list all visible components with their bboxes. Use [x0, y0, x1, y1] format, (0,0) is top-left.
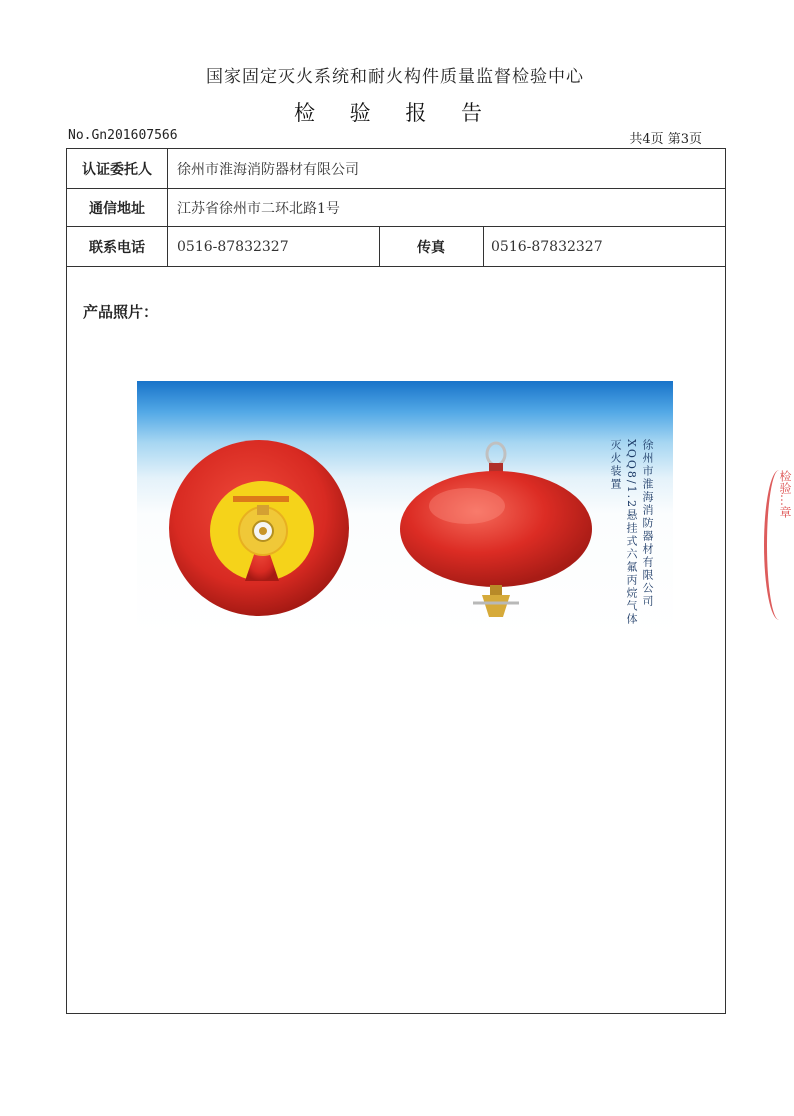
org-title: 国家固定灭火系统和耐火构件质量监督检验中心: [206, 67, 584, 87]
divider: [167, 149, 168, 188]
client-label: 认证委托人: [82, 161, 152, 178]
phone-label: 联系电话: [89, 239, 145, 256]
address-value: 江苏省徐州市二环北路1号: [177, 200, 340, 217]
report-frame: [66, 148, 726, 1014]
extinguisher-bottom-view: [169, 440, 349, 616]
photo-section-label: 产品照片：: [83, 303, 159, 321]
photo-caption: 徐州市淮海消防器材有限公司 XQQ8/1.2悬挂式六氟丙烷气体灭火装置: [609, 439, 654, 627]
phone-value: 0516-87832327: [177, 238, 289, 255]
fax-value: 0516-87832327: [491, 238, 603, 255]
address-row: [67, 189, 725, 227]
report-number: No.Gn201607566: [68, 128, 178, 143]
product-photo: [137, 381, 673, 637]
page-info: 共4页 第3页: [629, 132, 702, 147]
partial-seal-stamp: 检验…章: [764, 470, 794, 620]
extinguisher-illustration: [137, 381, 673, 637]
phone-row: [67, 227, 725, 267]
divider: [483, 227, 484, 266]
fax-label: 传真: [417, 239, 445, 256]
address-label: 通信地址: [89, 200, 145, 217]
client-value: 徐州市淮海消防器材有限公司: [177, 161, 359, 178]
extinguisher-side-view: [400, 443, 592, 617]
divider: [167, 227, 168, 266]
divider: [167, 189, 168, 226]
client-row: [67, 149, 725, 189]
report-title: 检 验 报 告: [293, 101, 497, 125]
